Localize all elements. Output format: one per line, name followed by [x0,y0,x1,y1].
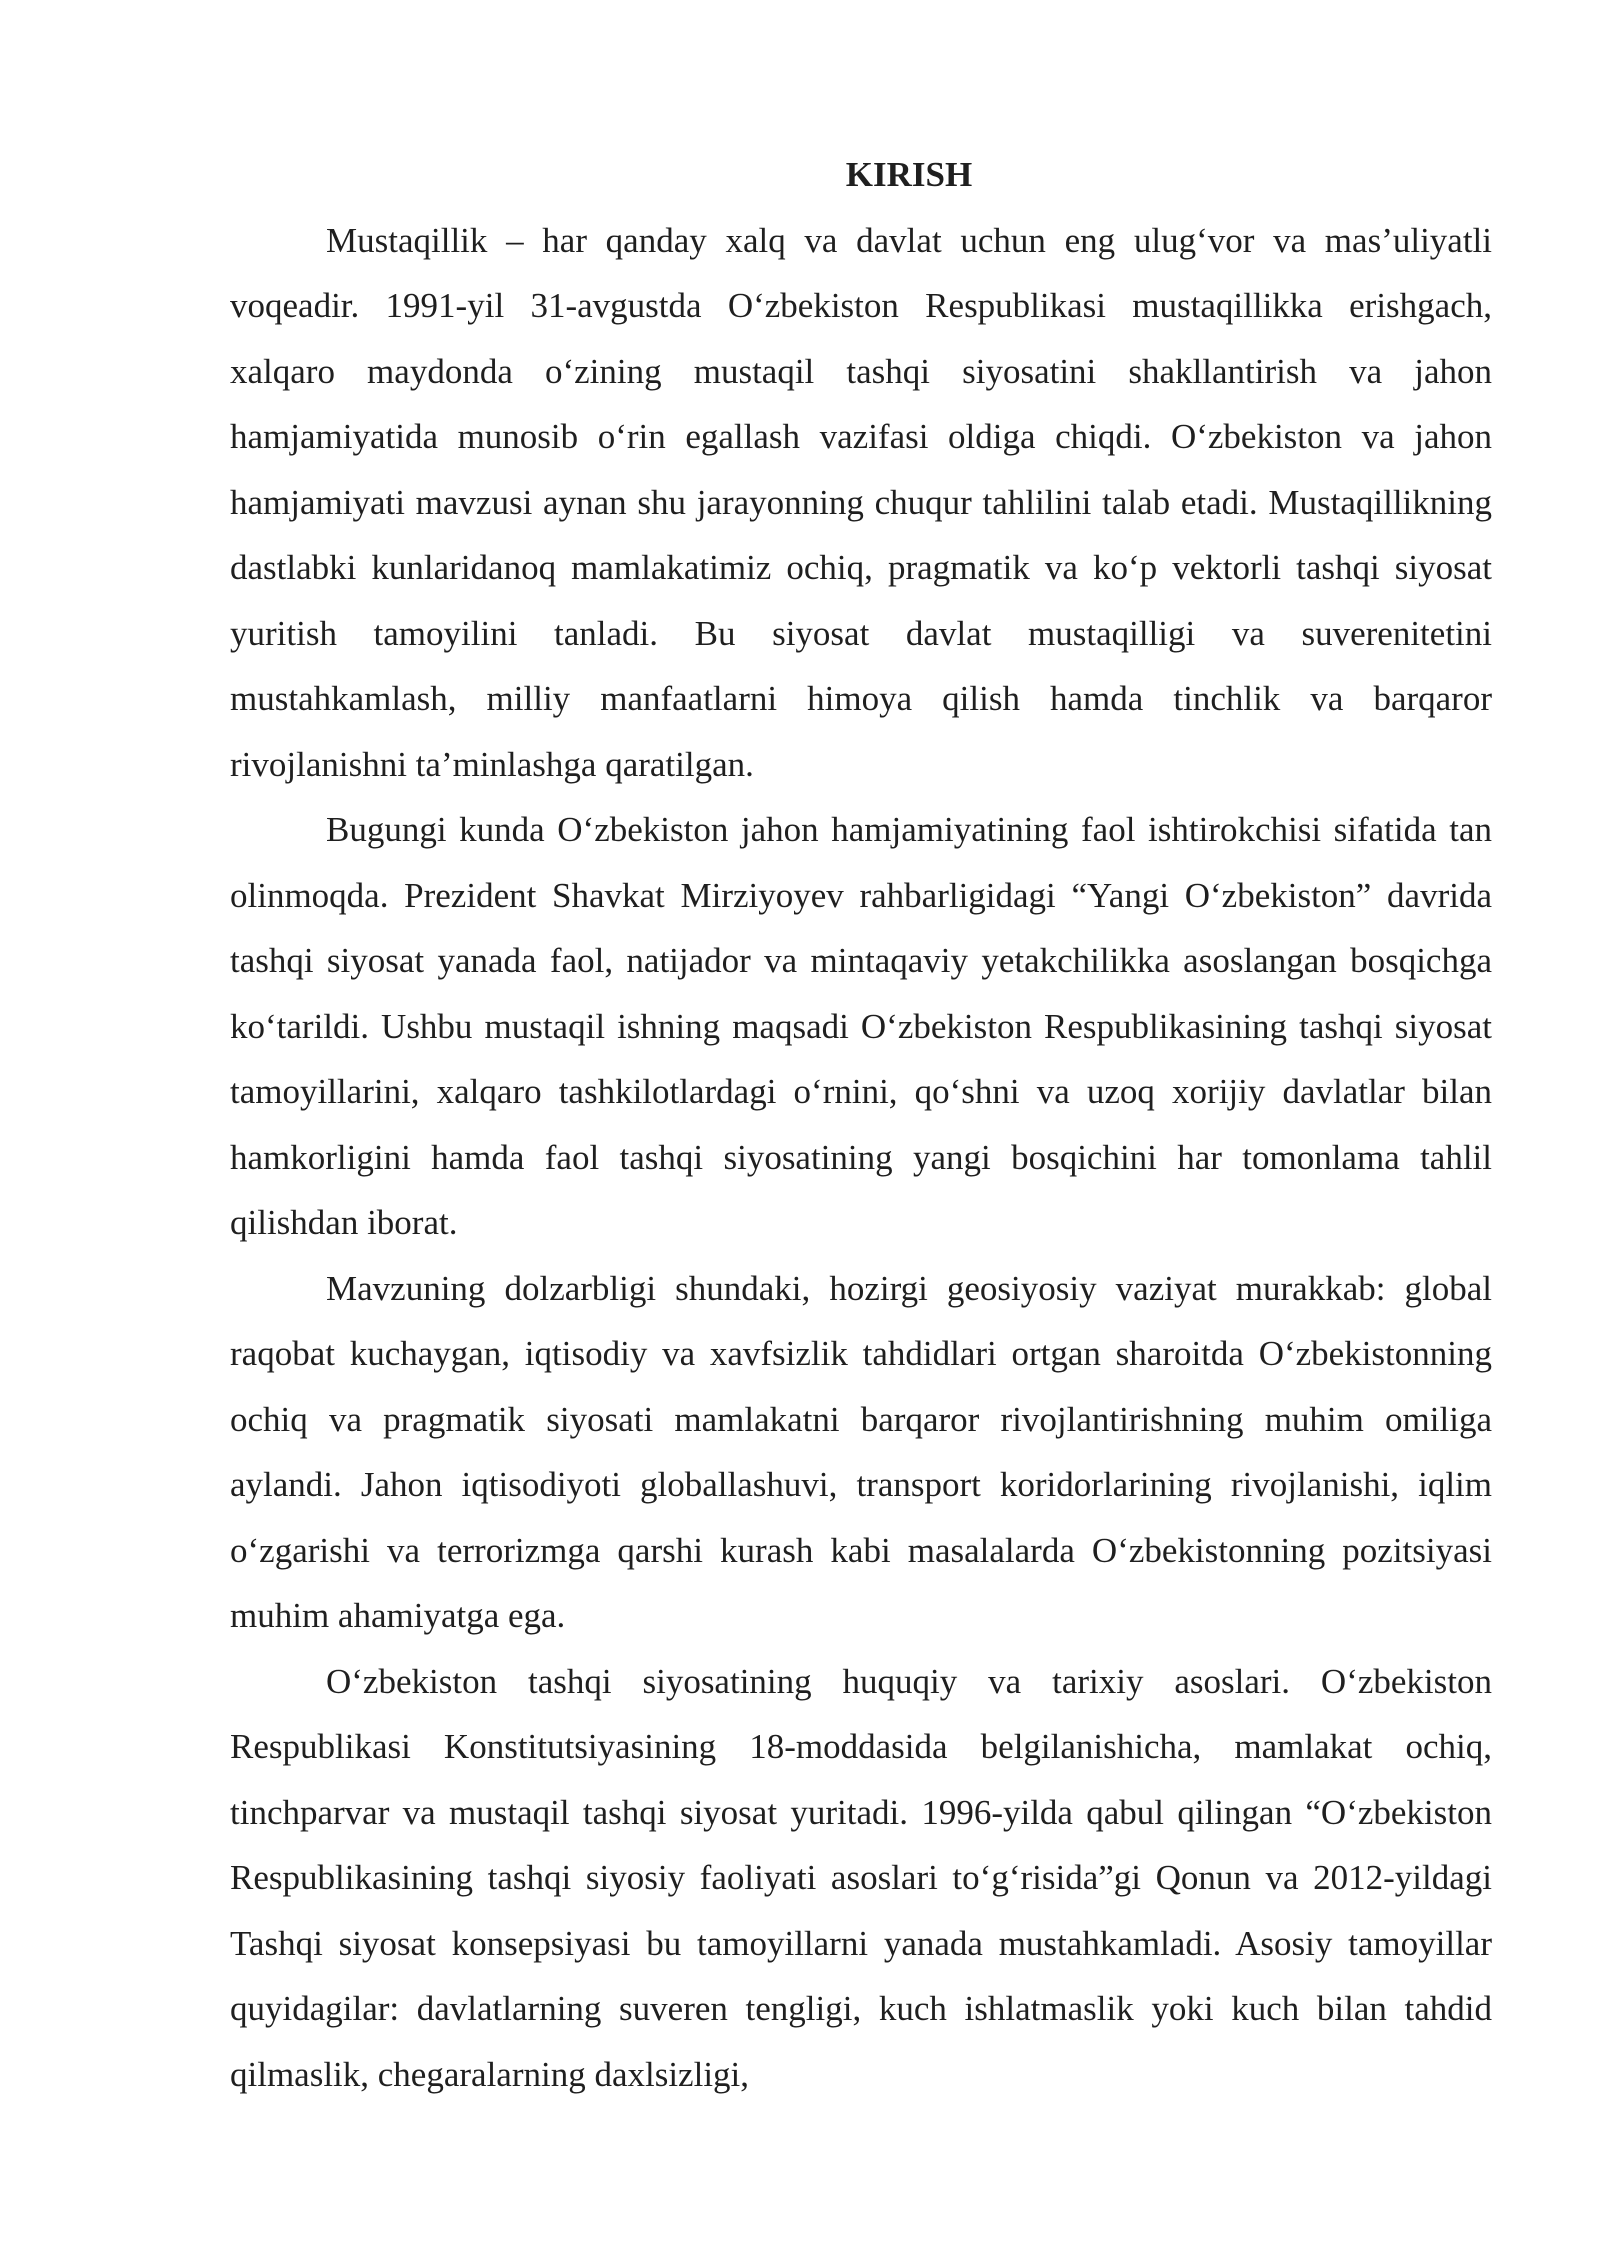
paragraph-3: Mavzuning dolzarbligi shundaki, hozirgi geosiyosiy vaziyat murakkab: global raqobat kuchaygan, iqtisodiy va xavfsizlik tahdidlari ortgan sharoitda O‘zbekistonning ochiq va pragmatik siyosati mamlakatni barqaror rivojlantirishning muhim omiliga aylandi. Jahon iqtisodiyoti globallashuvi, transport koridorlarining rivojlanishi, iqlim o‘zgarishi va terrorizmga qarshi kurash kabi masalalarda O‘zbekistonning pozitsiyasi muhim ahamiyatga ega. [230,1268,1492,1635]
paragraph-2: Bugungi kunda O‘zbekiston jahon hamjamiyatining faol ishtirokchisi sifatida tan olinmoqda. Prezident Shavkat Mirziyoyev rahbarligidagi “Yangi O‘zbekiston” davrida tashqi siyosat yanada faol, natijador va mintaqaviy yetakchilikka asoslangan bosqichga ko‘tarildi. Ushbu mustaqil ishning maqsadi O‘zbekiston Respublikasining tashqi siyosat tamoyillarini, xalqaro tashkilotlardagi o‘rnini, qo‘shni va uzoq xorijiy davlatlar bilan hamkorligini hamda faol tashqi siyosatining yangi bosqichini har tomonlama tahlil qilishdan iborat. [230,810,1492,1242]
paragraph-4: O‘zbekiston tashqi siyosatining huquqiy va tarixiy asoslari. O‘zbekiston Respublikasi Konstitutsiyasining 18-moddasida belgilanishicha, mamlakat ochiq, tinchparvar va mustaqil tashqi siyosat yuritadi. 1996-yilda qabul qilingan “O‘zbekiston Respublikasining tashqi siyosiy faoliyati asoslari to‘g‘risida”gi Qonun va 2012-yildagi Tashqi siyosat konsepsiyasi bu tamoyillarni yanada mustahkamladi. Asosiy tamoyillar quyidagilar: davlatlarning suveren tengligi, kuch ishlatmaslik yoki kuch bilan tahdid qilmaslik, chegaralarning daxlsizligi, [230,1661,1492,2094]
document-heading: KIRISH [845,155,973,194]
document-body [230,142,1492,2107]
paragraph-1: Mustaqillik – har qanday xalq va davlat uchun eng ulug‘vor va mas’uliyatli voqeadir. 1991-yil 31-avgustda O‘zbekiston Respublikasi mustaqillikka erishgach, xalqaro maydonda o‘zining mustaqil tashqi siyosatini shakllantirish va jahon hamjamiyatida munosib o‘rin egallash vazifasi oldiga chiqdi. O‘zbekiston va jahon hamjamiyati mavzusi aynan shu jarayonning chuqur tahlilini talab etadi. Mustaqillikning dastlabki kunlaridanoq mamlakatimiz ochiq, pragmatik va ko‘p vektorli tashqi siyosat yuritish tamoyilini tanladi. Bu siyosat davlat mustaqilligi va suverenitetini mustahkamlash, milliy manfaatlarni himoya qilish hamda tinchlik va barqaror rivojlanishni ta’minlashga qaratilgan. [230,220,1492,784]
